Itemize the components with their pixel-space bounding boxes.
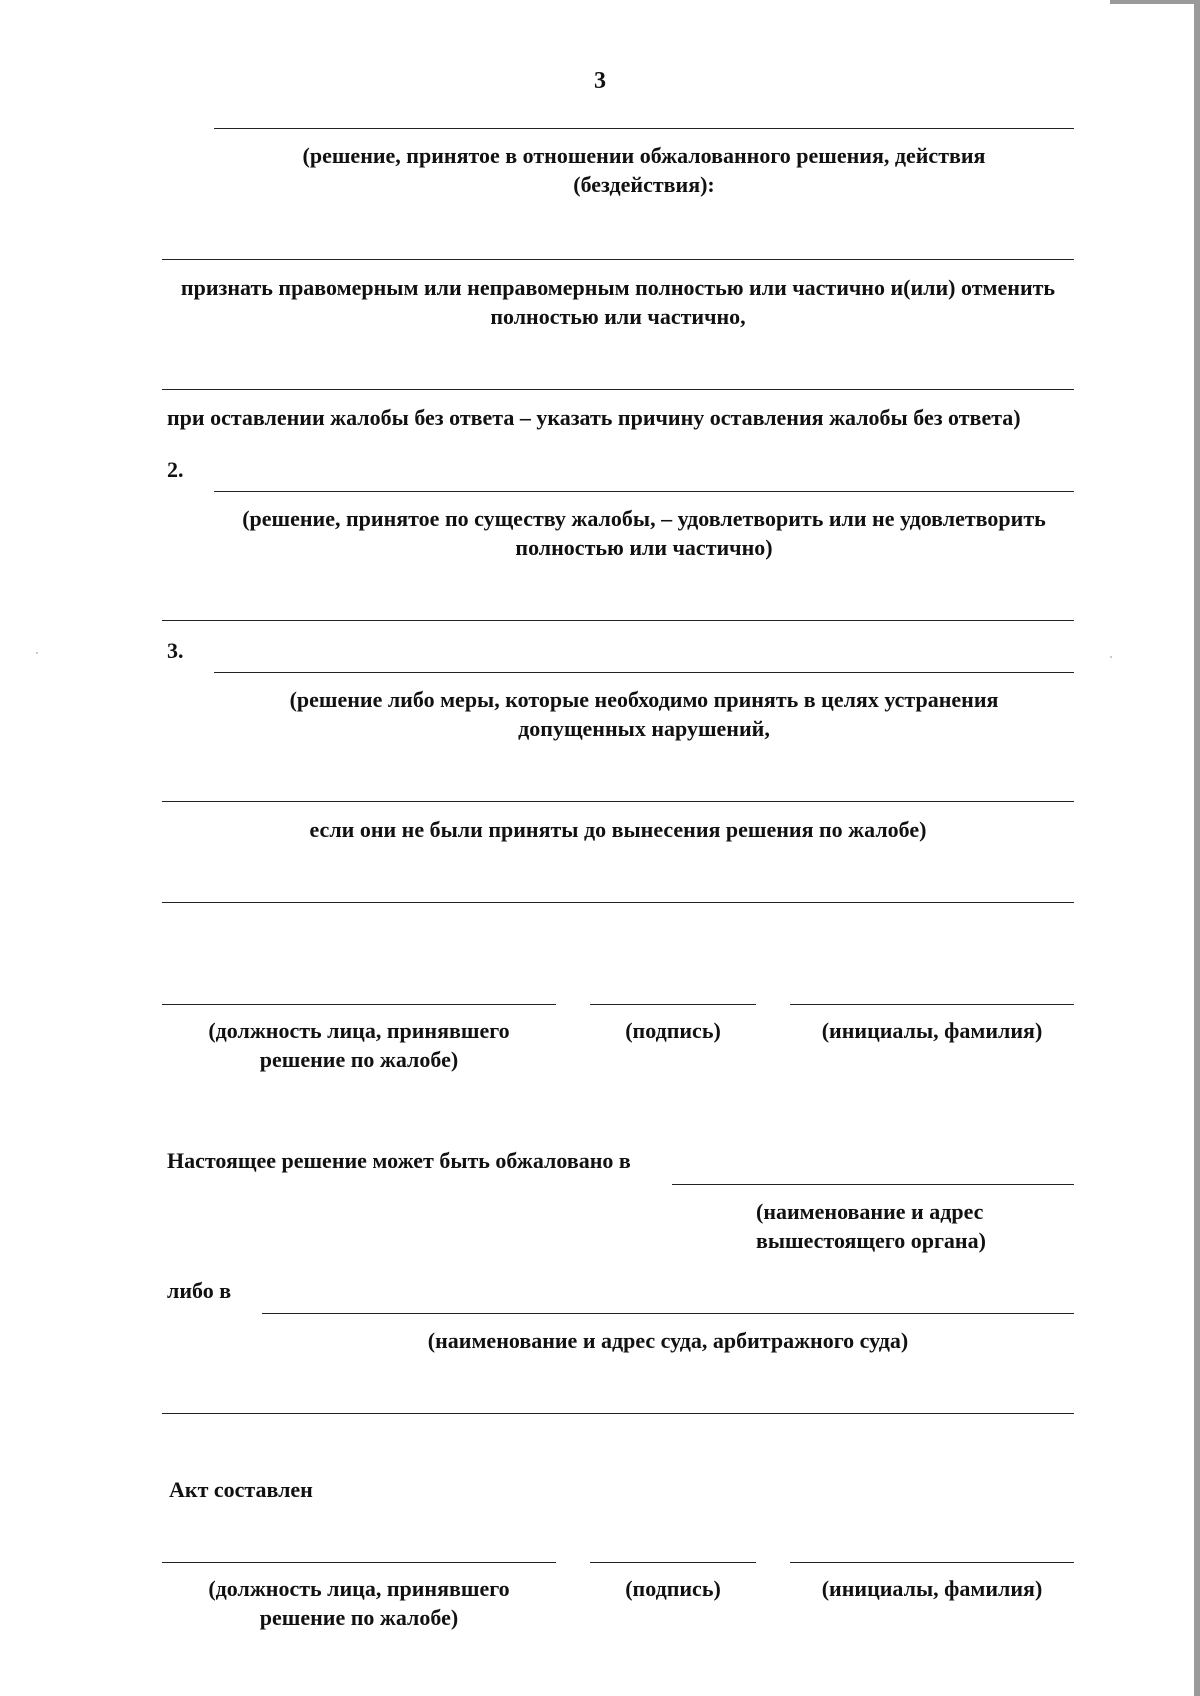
signature1-position-line1: (должность лица, принявшего: [208, 1018, 510, 1043]
fill-line[interactable]: [162, 620, 1074, 621]
appeal-authority-line2: вышестоящего органа): [756, 1228, 986, 1253]
signature1-name-caption: (инициалы, фамилия): [821, 1018, 1043, 1043]
appeal-authority-line[interactable]: [672, 1184, 1074, 1185]
fill-line[interactable]: [214, 128, 1074, 129]
signature2-position-line1: (должность лица, принявшего: [208, 1576, 510, 1601]
signature2-position-line2: решение по жалобе): [259, 1605, 459, 1630]
position-line[interactable]: [162, 1562, 556, 1563]
scan-speck: [1110, 656, 1112, 658]
position-line[interactable]: [162, 1004, 556, 1005]
signature1-signature-caption: (подпись): [625, 1018, 721, 1043]
appeal-court-line[interactable]: [262, 1313, 1074, 1314]
section1-caption-line1: (решение, принятое в отношении обжалованного решения, действия: [302, 143, 986, 168]
signature2-signature-caption: (подпись): [625, 1576, 721, 1601]
act-text: Акт составлен: [169, 1477, 313, 1502]
appeal-or-text: либо в: [167, 1278, 232, 1303]
name-line[interactable]: [790, 1562, 1074, 1563]
fill-line[interactable]: [162, 389, 1074, 390]
appeal-court-caption: (наименование и адрес суда, арбитражного суда): [427, 1328, 909, 1353]
fill-line[interactable]: [162, 902, 1074, 903]
page-edge-top: [1110, 0, 1200, 4]
fill-line[interactable]: [162, 259, 1074, 260]
name-line[interactable]: [790, 1004, 1074, 1005]
section2-caption-line1: (решение, принятое по существу жалобы, – удовлетворить или не удовлетворить: [242, 506, 1046, 531]
fill-line[interactable]: [214, 672, 1074, 673]
signature2-name-caption: (инициалы, фамилия): [821, 1576, 1043, 1601]
scan-speck: [36, 652, 38, 654]
section1-caption-line2: (бездействия):: [573, 172, 715, 197]
fill-line[interactable]: [162, 801, 1074, 802]
signature-line[interactable]: [590, 1004, 756, 1005]
section2-number: 2.: [167, 457, 184, 482]
fill-line[interactable]: [214, 491, 1074, 492]
signature-line[interactable]: [590, 1562, 756, 1563]
page-number: 3: [594, 68, 606, 94]
page-edge: [1194, 0, 1200, 1696]
appeal-authority-line1: (наименование и адрес: [756, 1199, 984, 1224]
section3-number: 3.: [167, 638, 184, 663]
section3-caption2: если они не были приняты до вынесения решения по жалобе): [309, 817, 927, 842]
appeal-text: Настоящее решение может быть обжаловано в: [167, 1148, 631, 1173]
section3-caption-line1: (решение либо меры, которые необходимо принять в целях устранения: [289, 687, 999, 712]
section2-caption-line2: полностью или частично): [515, 535, 773, 560]
section1-caption2-line1: признать правомерным или неправомерным полностью или частично и(или) отменить: [180, 275, 1056, 300]
section1-caption2-line2: полностью или частично,: [490, 304, 746, 329]
section3-caption-line2: допущенных нарушений,: [518, 716, 770, 741]
section1-caption3: при оставлении жалобы без ответа – указать причину оставления жалобы без ответа): [167, 405, 1021, 430]
fill-line[interactable]: [162, 1413, 1074, 1414]
signature1-position-line2: решение по жалобе): [259, 1047, 459, 1072]
